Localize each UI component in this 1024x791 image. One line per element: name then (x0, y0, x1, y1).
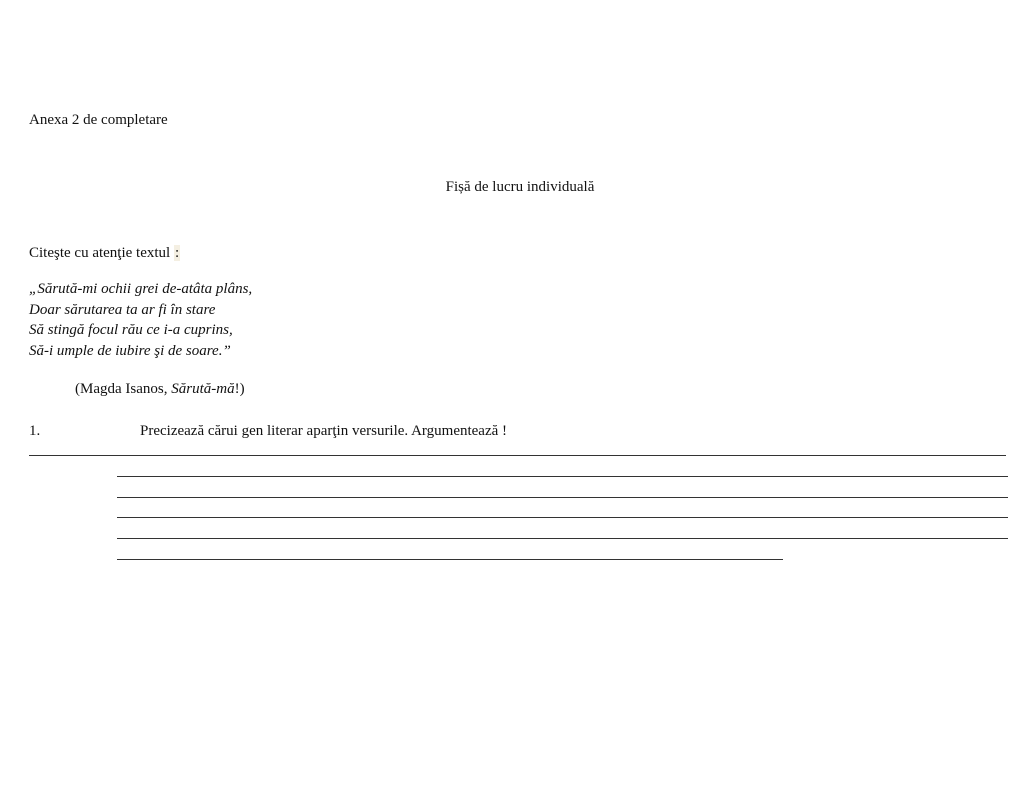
source-close: !) (234, 381, 245, 397)
poem-source (75, 381, 245, 398)
poem-line: „Sărută-mi ochii grei de-atâta plâns, (29, 281, 253, 297)
answer-line[interactable] (117, 476, 1008, 477)
page-title: Fișă de lucru individuală (445, 179, 595, 195)
source-open: (Magda Isanos, (75, 381, 172, 397)
answer-line[interactable] (117, 517, 1008, 518)
answer-line[interactable] (117, 559, 783, 560)
answer-line[interactable] (29, 455, 1006, 456)
instruction (29, 245, 180, 262)
instruction-text: Citeşte cu atenţie textul (29, 245, 171, 261)
question-text: Precizează cărui gen literar aparţin versurile. Argumentează ! (140, 423, 508, 439)
question-number: 1. (29, 423, 41, 439)
poem-line: Să-i umple de iubire şi de soare.” (29, 342, 231, 359)
answer-line[interactable] (117, 497, 1008, 498)
poem-line: Doar sărutarea ta ar fi în stare (29, 301, 216, 318)
answer-line[interactable] (117, 538, 1008, 539)
instruction-colon: : (174, 245, 180, 261)
poem-line: Să stingă focul rău ce i-a cuprins, (29, 322, 233, 338)
poem-quote (29, 279, 252, 361)
annex-label: Anexa 2 de completare (29, 112, 168, 128)
source-work-title: Sărută-mă (171, 381, 235, 397)
